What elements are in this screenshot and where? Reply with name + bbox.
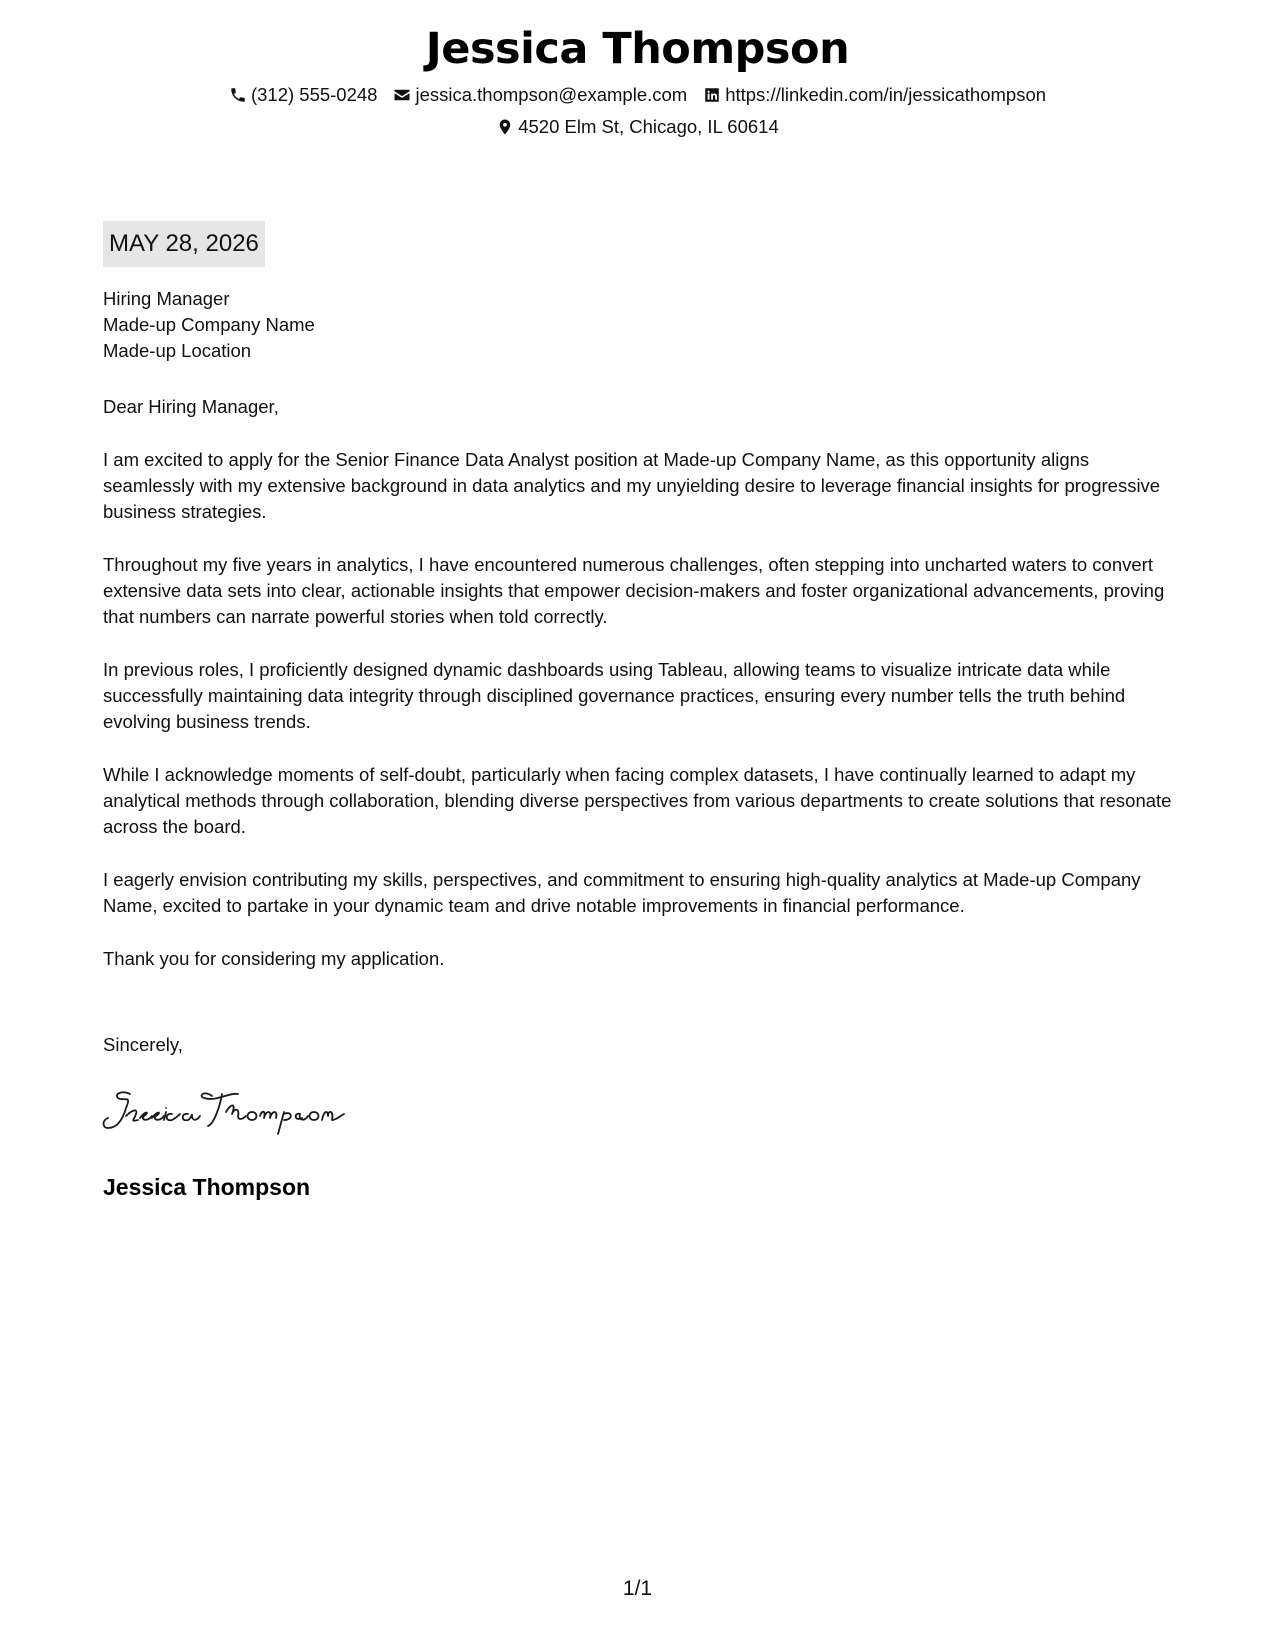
- email-address[interactable]: jessica.thompson@example.com: [415, 84, 688, 105]
- recipient-block: [103, 286, 315, 364]
- map-marker-icon: [496, 118, 514, 136]
- phone-number: (312) 555-0248: [250, 84, 378, 105]
- phone-contact: [229, 83, 378, 107]
- letter-date: MAY 28, 2026: [103, 221, 265, 267]
- letter-body: [103, 394, 1183, 999]
- body-paragraph: In previous roles, I proficiently designed dynamic dashboards using Tableau, allowing teams to visualize intricate data while successfully maintaining data integrity through disciplined governance practices, ensuring every number tells the truth behind evolving business trends.: [103, 659, 1126, 732]
- page-number: 1/1: [622, 1577, 653, 1600]
- thank-you-line: Thank you for considering my application.: [103, 948, 445, 969]
- address-contact: [496, 115, 779, 139]
- address-row: [0, 112, 1275, 142]
- envelope-icon: [393, 86, 411, 104]
- body-paragraph: Throughout my five years in analytics, I have encountered numerous challenges, often stepping into uncharted waters to convert extensive data sets into clear, actionable insights that empower decision-makers and foster organizational advancements, proving that numbers can narrate powerful stories when told correctly.: [103, 554, 1165, 627]
- recipient-company: Made-up Company Name: [103, 314, 315, 335]
- recipient-location: Made-up Location: [103, 340, 252, 361]
- linkedin-icon: [703, 86, 721, 104]
- phone-icon: [229, 86, 247, 104]
- handwritten-signature: [100, 1082, 370, 1138]
- street-address: 4520 Elm St, Chicago, IL 60614: [518, 116, 779, 137]
- linkedin-contact[interactable]: [703, 83, 1046, 107]
- linkedin-url[interactable]: https://linkedin.com/in/jessicathompson: [725, 84, 1047, 105]
- body-paragraph: I am excited to apply for the Senior Finance Data Analyst position at Made-up Company Name, as this opportunity aligns seamlessly with my extensive background in data analytics and my unyielding desire to leverage financial insights for progressive business strategies.: [103, 449, 1161, 522]
- signed-name: Jessica Thompson: [103, 1174, 311, 1200]
- closing-line: Sincerely,: [103, 1034, 183, 1055]
- contact-row: [0, 80, 1275, 110]
- body-paragraph: While I acknowledge moments of self-doubt, particularly when facing complex datasets, I have continually learned to adapt my analytical methods through collaboration, blending diverse perspectives from various departments to create solutions that resonate across the board.: [103, 764, 1172, 837]
- applicant-name: Jessica Thompson: [425, 24, 850, 74]
- recipient-title: Hiring Manager: [103, 288, 230, 309]
- email-contact[interactable]: [393, 83, 687, 107]
- body-paragraph: I eagerly envision contributing my skills, perspectives, and commitment to ensuring high-quality analytics at Made-up Company Name, excited to partake in your dynamic team and drive notable improvements in financial performance.: [103, 869, 1141, 916]
- salutation: Dear Hiring Manager,: [103, 396, 279, 417]
- letter-header: [0, 18, 1275, 142]
